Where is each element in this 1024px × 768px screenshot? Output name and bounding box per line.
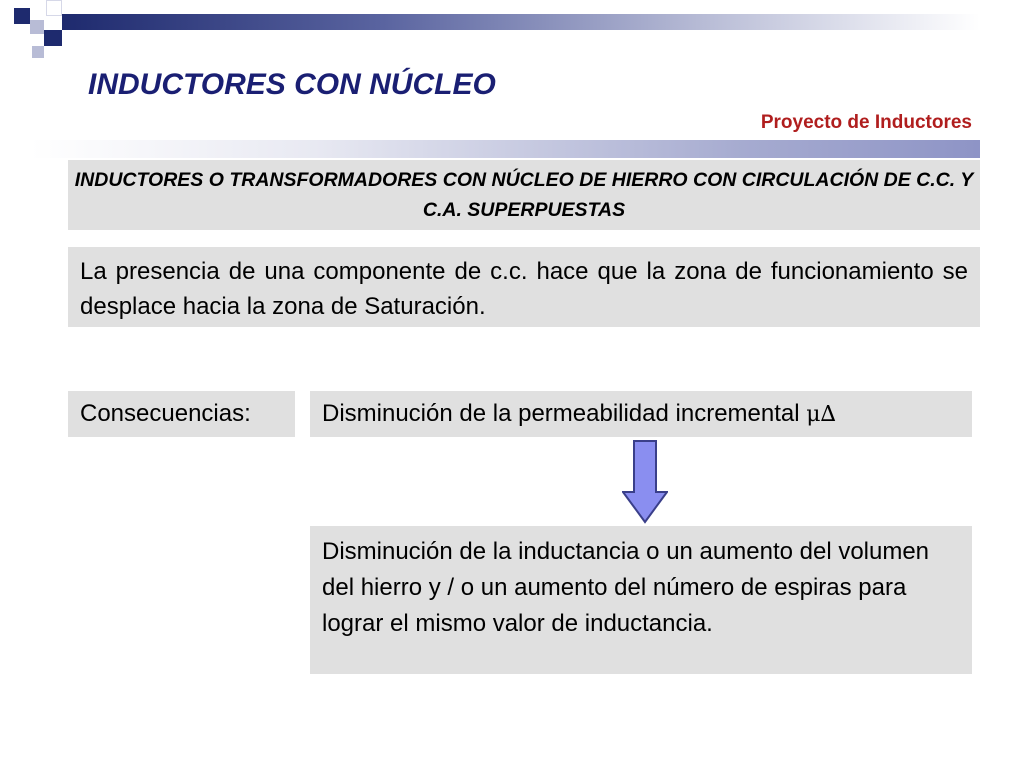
- consequence-2-box: [310, 526, 972, 674]
- section-gradient-bar: [30, 140, 980, 158]
- intro-paragraph-box: [68, 247, 980, 327]
- consequence-1-text: Disminución de la permeabilidad incremental: [322, 400, 807, 427]
- down-arrow-icon: [622, 440, 668, 524]
- decor-square-5: [32, 46, 44, 58]
- decor-square-2: [30, 20, 44, 34]
- section-heading: INDUCTORES O TRANSFORMADORES CON NÚCLEO DE HIERRO CON CIRCULACIÓN DE C.C. Y C.A. SUPERPUESTAS: [74, 169, 974, 221]
- intro-paragraph: La presencia de una componente de c.c. hace que la zona de funcionamiento se desplace hacia la zona de Saturación.: [80, 258, 968, 320]
- slide-subtitle: Proyecto de Inductores: [760, 112, 972, 133]
- decor-square-1: [14, 8, 30, 24]
- decor-square-4: [44, 30, 62, 46]
- slide-title: INDUCTORES CON NÚCLEO: [88, 68, 496, 101]
- consequences-label-box: [68, 391, 295, 437]
- header-gradient-bar: [62, 14, 980, 30]
- permeability-symbol: μ∆: [806, 402, 836, 427]
- decor-square-3: [46, 0, 62, 16]
- consequence-1-box: [310, 391, 972, 437]
- consequences-label: Consecuencias:: [80, 400, 251, 427]
- consequence-2-text: Disminución de la inductancia o un aumento del volumen del hierro y / o un aumento del número de espiras para lograr el mismo valor de inductancia.: [322, 538, 930, 637]
- section-heading-box: [68, 160, 980, 230]
